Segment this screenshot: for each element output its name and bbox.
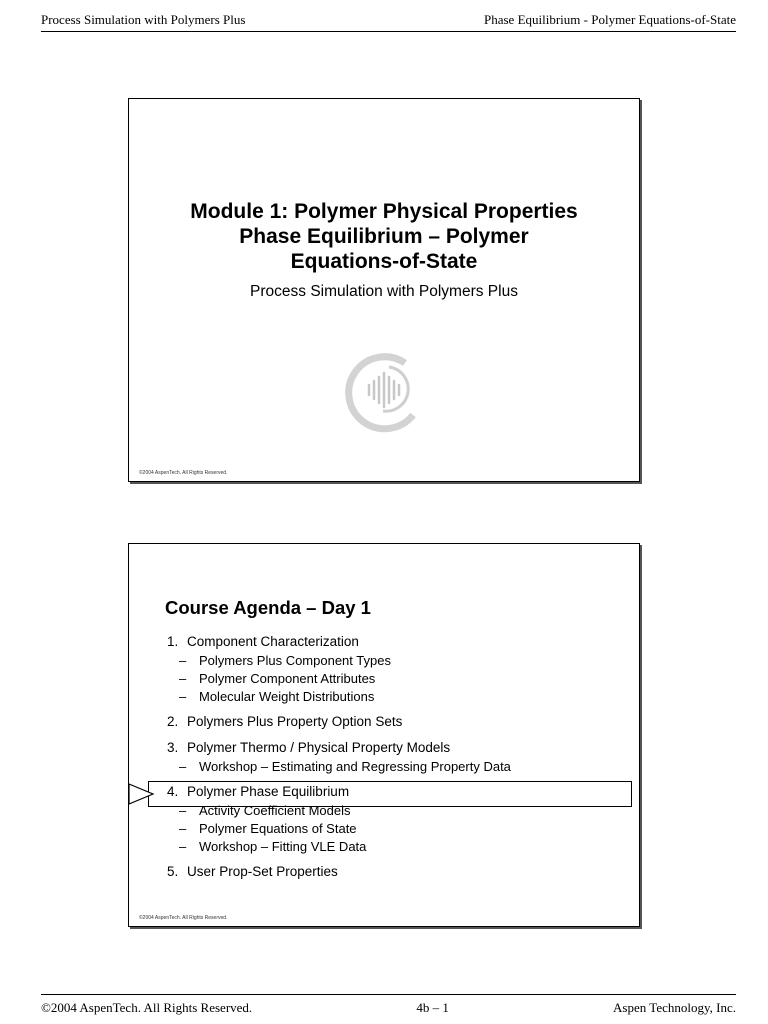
agenda-subitem bbox=[167, 820, 627, 838]
footer-copyright: ©2004 AspenTech. All Rights Reserved. bbox=[41, 1000, 253, 1015]
title-line-1: Module 1: Polymer Physical Properties bbox=[190, 200, 578, 223]
agenda-item bbox=[167, 862, 627, 882]
agenda-subitem-label: Workshop – Fitting VLE Data bbox=[199, 839, 367, 854]
agenda-item-label: Polymer Phase Equilibrium bbox=[187, 784, 350, 799]
agenda-subitem bbox=[167, 670, 627, 688]
title-line-3: Equations-of-State bbox=[290, 250, 478, 273]
agenda-item-number: 2. bbox=[167, 714, 179, 729]
title-line-2: Phase Equilibrium – Polymer bbox=[239, 225, 529, 248]
slide-copyright: ©2004 AspenTech. All Rights Reserved. bbox=[139, 915, 228, 921]
slide-subtitle: Process Simulation with Polymers Plus bbox=[250, 283, 518, 300]
bullet-dash: – bbox=[179, 653, 187, 668]
agenda-item bbox=[167, 782, 627, 802]
agenda-item bbox=[167, 738, 627, 758]
agenda-item-number: 4. bbox=[167, 784, 179, 799]
agenda-item-number: 5. bbox=[167, 864, 179, 879]
aspentech-logo-icon bbox=[343, 349, 427, 439]
agenda-item-label: Polymer Thermo / Physical Property Models bbox=[187, 740, 451, 755]
agenda-subitem bbox=[167, 758, 627, 776]
page-header bbox=[41, 12, 736, 32]
agenda-item-number: 1. bbox=[167, 634, 179, 649]
agenda-subitem bbox=[167, 802, 627, 820]
bullet-dash: – bbox=[179, 759, 187, 774]
bullet-dash: – bbox=[179, 839, 187, 854]
slide-copyright: ©2004 AspenTech. All Rights Reserved. bbox=[139, 470, 228, 476]
agenda-subitem bbox=[167, 652, 627, 670]
title-slide bbox=[128, 98, 640, 482]
agenda-subitem-label: Activity Coefficient Models bbox=[199, 803, 351, 818]
agenda-item bbox=[167, 632, 627, 652]
bullet-dash: – bbox=[179, 671, 187, 686]
agenda-subitem-label: Polymer Equations of State bbox=[199, 821, 357, 836]
agenda-subitem-label: Workshop – Estimating and Regressing Property Data bbox=[199, 759, 511, 774]
pointer-arrow-icon bbox=[127, 782, 157, 806]
bullet-dash: – bbox=[179, 803, 187, 818]
agenda-slide bbox=[128, 543, 640, 927]
bullet-dash: – bbox=[179, 689, 187, 704]
page-number: 4b – 1 bbox=[416, 1000, 449, 1015]
agenda-title: Course Agenda – Day 1 bbox=[165, 597, 371, 618]
agenda-subitem-label: Polymer Component Attributes bbox=[199, 671, 376, 686]
agenda-subitem bbox=[167, 838, 627, 856]
header-left-text: Process Simulation with Polymers Plus bbox=[41, 12, 246, 27]
agenda-subitem-label: Polymers Plus Component Types bbox=[199, 653, 391, 668]
agenda-item-label: User Prop-Set Properties bbox=[187, 864, 338, 879]
agenda-item-label: Component Characterization bbox=[187, 634, 359, 649]
agenda-subitem-label: Molecular Weight Distributions bbox=[199, 689, 375, 704]
bullet-dash: – bbox=[179, 821, 187, 836]
footer-company: Aspen Technology, Inc. bbox=[613, 1000, 736, 1015]
agenda-item bbox=[167, 712, 627, 732]
header-right-text: Phase Equilibrium - Polymer Equations-of-State bbox=[483, 12, 736, 27]
agenda-list bbox=[167, 632, 627, 882]
page-footer bbox=[41, 994, 736, 1016]
slide-title bbox=[129, 199, 639, 274]
agenda-subitem bbox=[167, 688, 627, 706]
agenda-item-label: Polymers Plus Property Option Sets bbox=[187, 714, 403, 729]
agenda-item-number: 3. bbox=[167, 740, 179, 755]
